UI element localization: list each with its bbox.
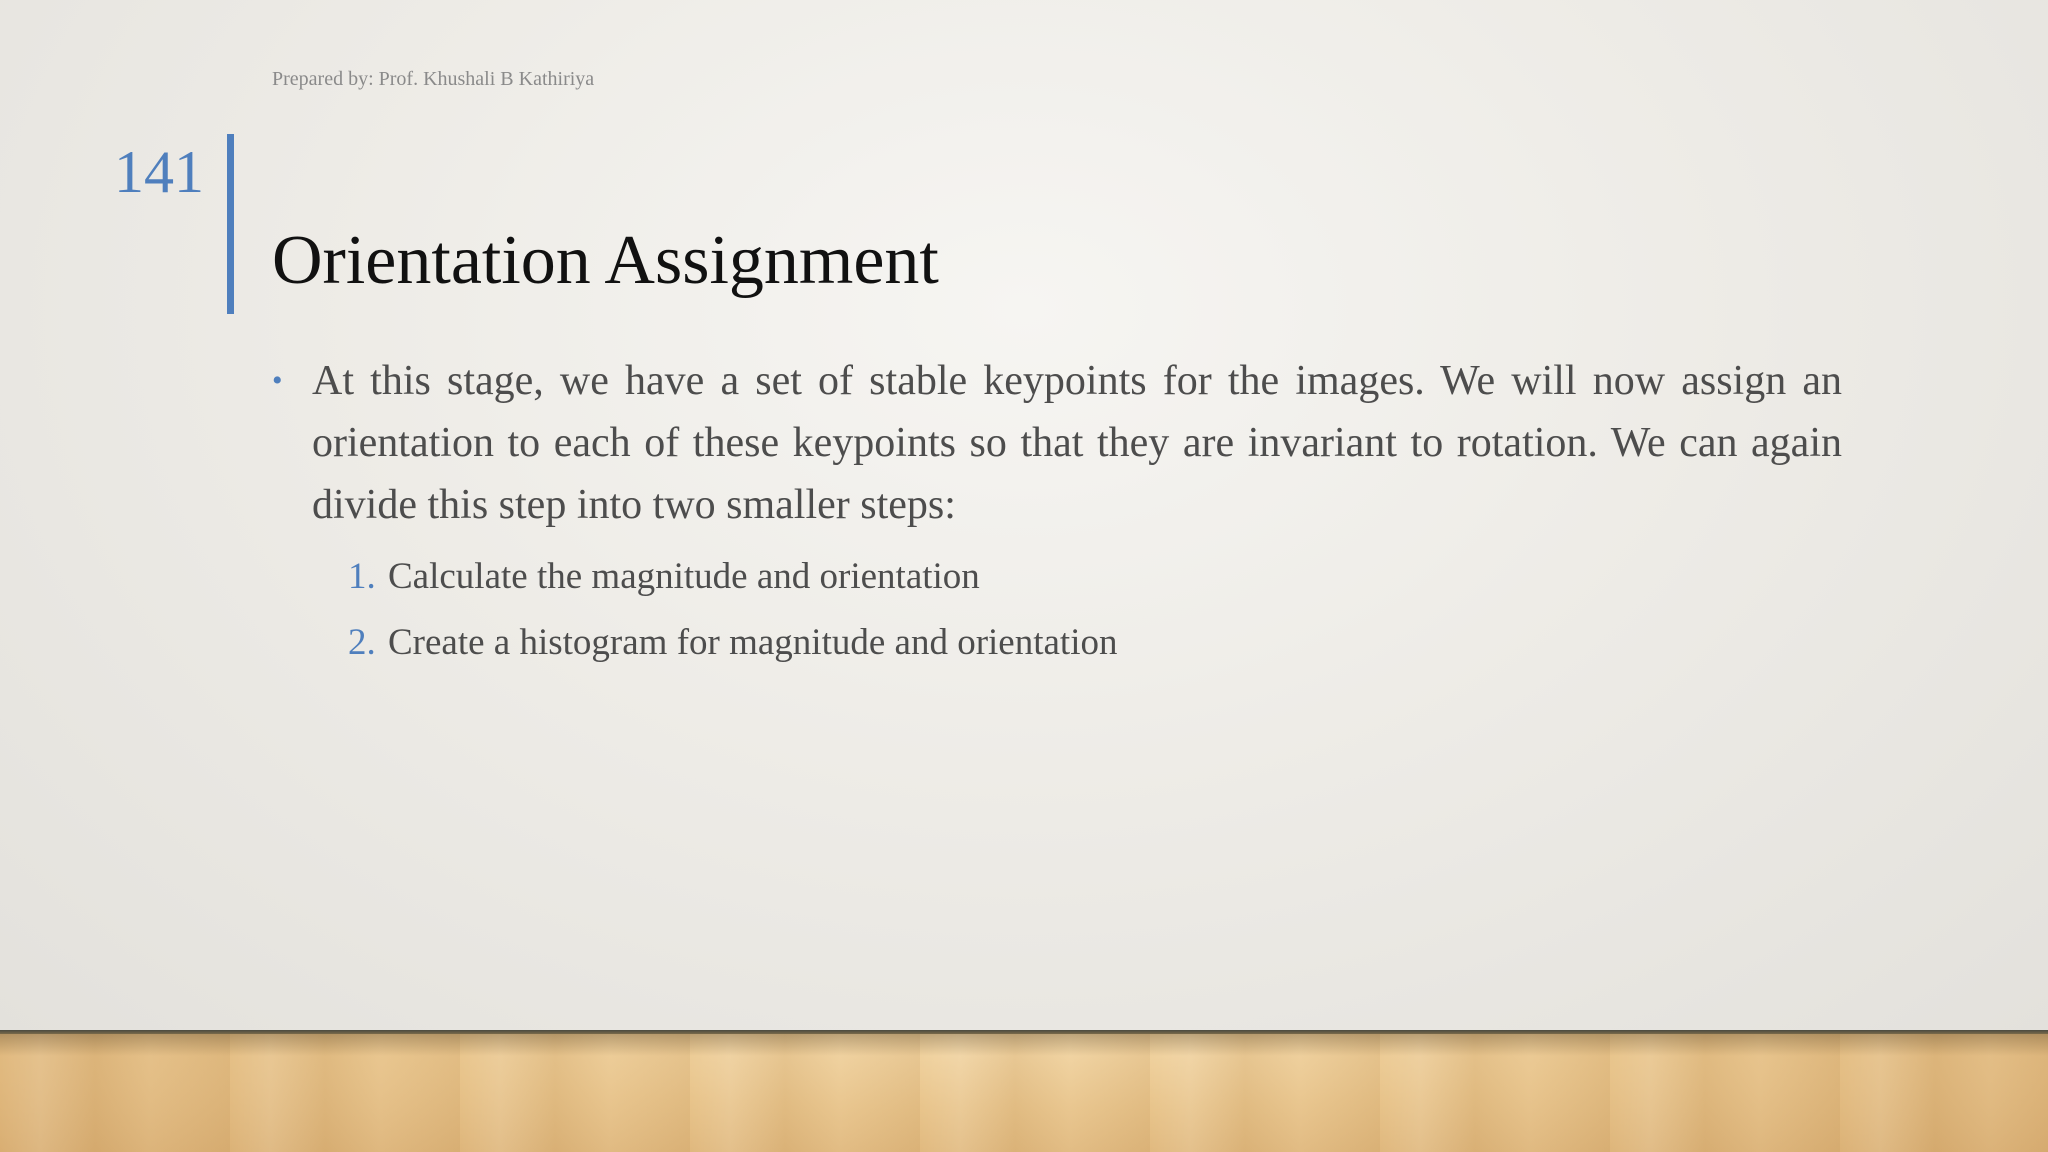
title-accent-bar [227, 134, 234, 314]
list-item-number: 1. [348, 556, 376, 597]
slide-content [272, 350, 1842, 676]
slide-number: 141 [114, 139, 204, 205]
list-item-text: Calculate the magnitude and orientation [388, 556, 980, 597]
bullet-text: At this stage, we have a set of stable keypoints for the images. We will now assign an orientation to each of these keypoints so that they are invariant to rotation. We can again divide this step into two smaller steps: [312, 358, 1842, 528]
list-item [348, 610, 1842, 676]
bullet-dot-icon: • [272, 364, 283, 397]
bullet-item [272, 350, 1842, 536]
list-item [348, 544, 1842, 610]
floor-shadow [0, 1034, 2048, 1056]
list-item-number: 2. [348, 622, 376, 663]
prepared-by-label: Prepared by: Prof. Khushali B Kathiriya [272, 68, 595, 90]
slide-title: Orientation Assignment [272, 222, 939, 299]
list-item-text: Create a histogram for magnitude and orientation [388, 622, 1118, 663]
numbered-list [272, 544, 1842, 676]
